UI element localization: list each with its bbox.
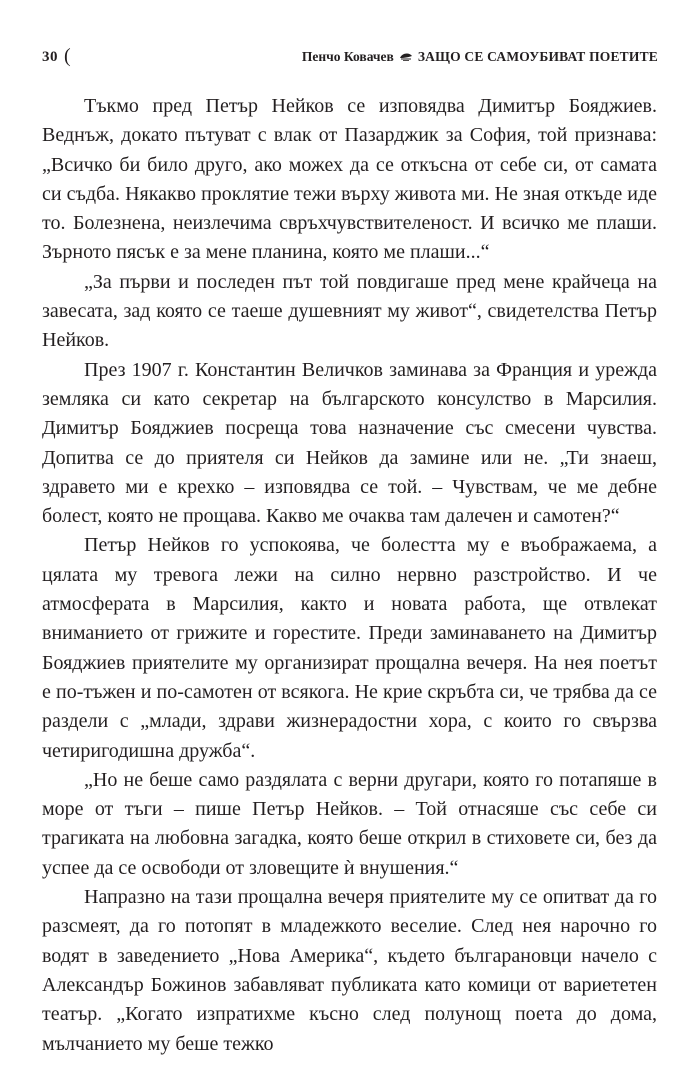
page-number: 30 — [42, 48, 58, 65]
paragraph: Напразно на тази прощална вечеря приятелите му се опитват да го разсмеят, да го потопят в младежкото веселие. След нея нарочно го водят в заведението „Нова Америка“, където българановци начело с Александър Божинов забавляват публиката като комици от вариететен театър. „Когато изпратихме късно след полунощ поета до дома, мълчанието му беше тежко — [42, 886, 657, 1055]
paragraph: Тъкмо пред Петър Нейков се изповядва Димитър Бояджиев. Веднъж, докато пътуват с влак от Пазарджик за София, той признава: „Всичко би било друго, ако можех да се откъсна от себе си, от самата си съдба. Някакво проклятие тежи върху живота ми. Не зная откъде иде то. Болезнена, неизлечима свръхчувствителеност. И всичко ме плаши. Зърното пясък е за мене планина, която ме плаши...“ — [42, 95, 657, 264]
running-head — [302, 49, 658, 65]
paragraph: Петър Нейков го успокоява, че болестта му е въображаема, а цялата му тревога лежи на силно нервно разстройство. И че атмосферата в Марсилия, както и новата работа, ще отвлекат вниманието от грижите и горестите. Преди заминаването на Димитър Бояджиев приятелите му организират прощална вечеря. На нея поетът е по-тъжен и по-самотен от всякога. Не крие скръбта си, че трябва да се раздели с „млади, здрави жизнерадостни хора, с които го свързва четиригодишна дружба“. — [42, 534, 657, 762]
paragraph: „Но не беше само раздялата с верни другари, която го потапяше в море от тъги – пише Петър Нейков. – Той отнасяше със себе си трагиката на любовна загадка, която беше открил в стиховете си, без да успее да се освободи от зловещите ѝ внушения.“ — [42, 768, 657, 879]
paragraph: През 1907 г. Константин Величков заминава за Франция и урежда земляка си като секретар на българското консулство в Марсилия. Димитър Бояджиев посреща това назначение със смесени чувства. Допитва се до приятеля си Нейков да замине или не. „Ти знаеш, здравето ми е крехко – изповядва се той. – Чувствам, че ме дебне болест, която не прощава. Какво ме очаква там далечен и самотен?“ — [42, 358, 657, 528]
book-title: ЗАЩО СЕ САМОУБИВАТ ПОЕТИТЕ — [417, 49, 658, 64]
page-number-bracket: ( — [64, 45, 71, 67]
author-name: Пенчо Ковачев — [301, 49, 394, 64]
leaf-ornament-icon — [399, 52, 413, 62]
page-header — [42, 46, 658, 68]
body-text — [42, 92, 657, 1059]
paragraph: „За първи и последен път той повдигаше пред мене крайчеца на завесата, зад която се таеше душевният му живот“, свидетелства Петър Нейков. — [42, 270, 657, 352]
page-number-group — [42, 47, 71, 67]
